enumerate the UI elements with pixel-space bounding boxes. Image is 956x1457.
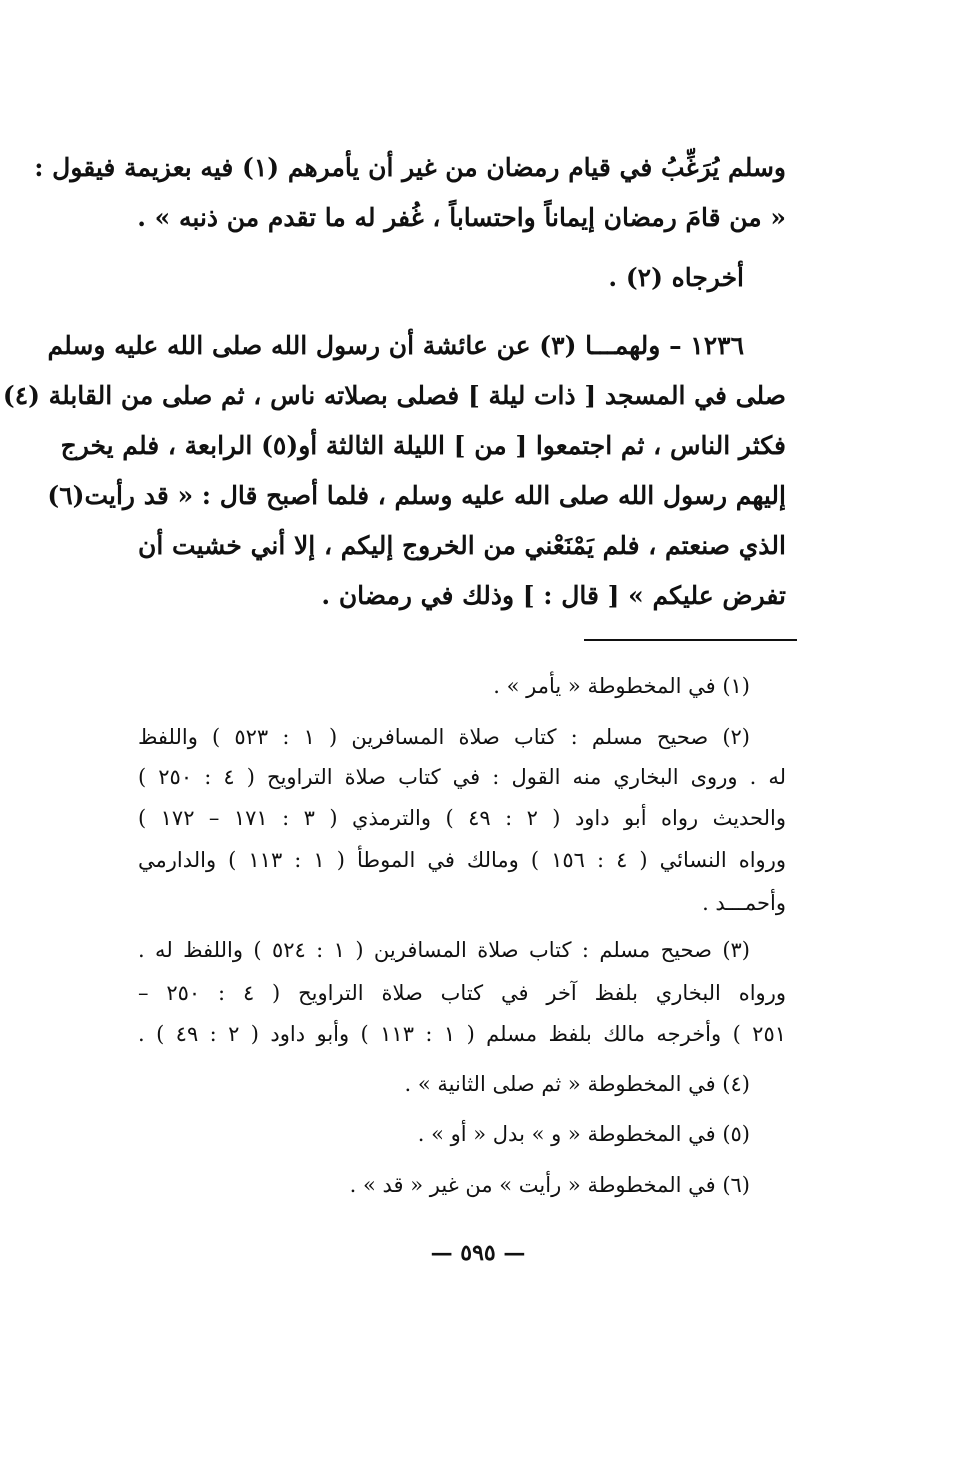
footnote-3-line: ٢٥١ ) وأخرجه مالك بلفظ مسلم ( ١ : ١١٣ ) وأبو داود ( ٢ : ٤٩ ) . [138, 1022, 787, 1046]
footnote-2-line: (٢) صحيح مسلم : كتاب صلاة المسافرين ( ١ : ٥٢٣ ) واللفظ [138, 725, 750, 749]
footnote-2-line: ورواه النسائي ( ٤ : ١٥٦ ) ومالك في الموطأ ( ١ : ١١٣ ) والدارمي [138, 848, 786, 872]
body-line: إليهم رسول الله صلى الله عليه وسلم ، فلما أصبح قال : « قد رأيت(٦) [47, 481, 786, 510]
page-number: — ٥٩٥ — [430, 1240, 526, 1266]
footnote-1: (١) في المخطوطة « يأمر » . [493, 674, 750, 698]
body-line: وسلم يُرَغِّبُ في قيام رمضان من غير أن يأمرهم (١) فيه بعزيمة فيقول : [34, 153, 786, 182]
footnote-2-line: له . وروى البخاري منه القول : في كتاب صلاة التراويح ( ٤ : ٢٥٠ ) [138, 765, 786, 789]
hadith-number-line: ١٢٣٦ – ولهمـــا (٣) عن عائشة أن رسول الله صلى الله عليه وسلم [47, 331, 744, 360]
footnote-4: (٤) في المخطوطة « ثم صلى الثانية » . [404, 1072, 750, 1096]
footnote-3-line: ورواه البخاري بلفظ آخر في كتاب صلاة التراويح ( ٤ : ٢٥٠ – [138, 981, 786, 1005]
footnote-5: (٥) في المخطوطة « و » بدل « أو » . [417, 1122, 750, 1146]
footnote-6: (٦) في المخطوطة « رأيت » من غير « قد » . [349, 1173, 750, 1197]
body-line: تفرض عليكم » [ قال : ] وذلك في رمضان . [321, 581, 786, 610]
body-line: فكثر الناس ، ثم اجتمعوا [ من ] الليلة الثالثة أو(٥) الرابعة ، فلم يخرج [60, 431, 786, 460]
body-line: « من قامَ رمضان إيماناً واحتساباً ، غُفر له ما تقدم من ذنبه » . [137, 203, 786, 232]
attribution-line: أخرجاه (٢) . [608, 263, 744, 292]
footnote-2-line: والحديث رواه أبو داود ( ٢ : ٤٩ ) والترمذي ( ٣ : ١٧١ – ١٧٢ ) [138, 806, 786, 830]
body-line: صلى في المسجد [ ذات ليلة ] فصلى بصلاته ناس ، ثم صلى من القابلة (٤) [2, 381, 786, 410]
body-line: الذي صنعتم ، فلم يَمْنَعْني من الخروج إليكم ، إلا أني خشيت أن [138, 531, 786, 560]
footnote-divider [584, 639, 797, 641]
footnote-2-line: وأحمـــد . [702, 891, 786, 915]
footnote-3-line: (٣) صحيح مسلم : كتاب صلاة المسافرين ( ١ : ٥٢٤ ) واللفظ له . [138, 938, 750, 962]
